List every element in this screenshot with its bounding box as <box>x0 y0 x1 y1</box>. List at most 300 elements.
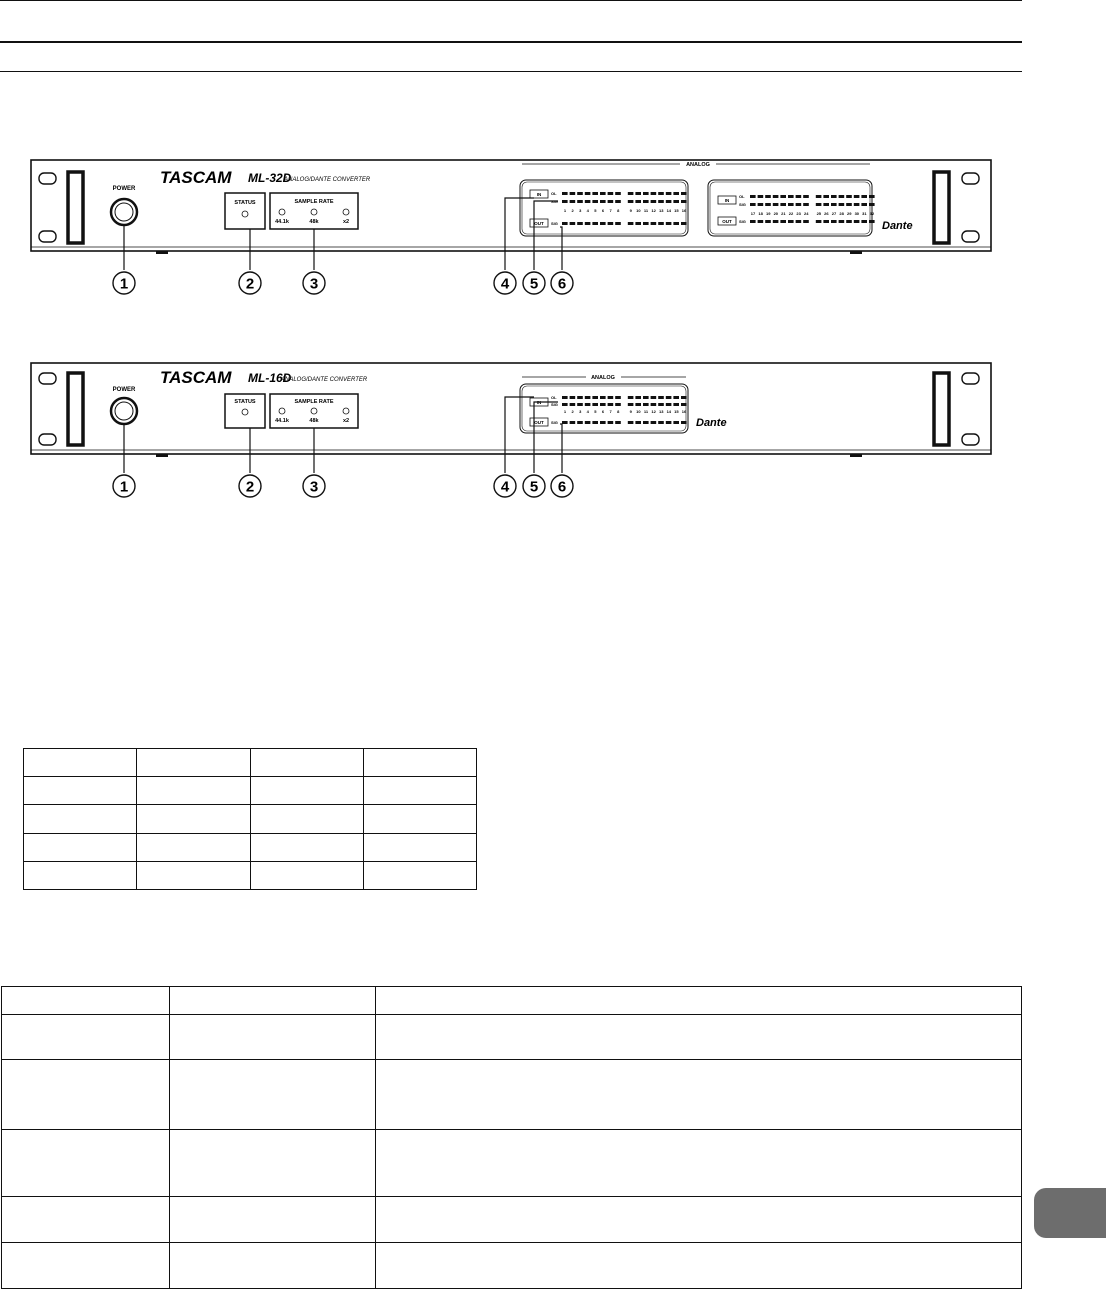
sig-label: SIG <box>739 219 746 224</box>
channel-number: 29 <box>846 211 852 216</box>
out-sig-led <box>585 222 591 225</box>
ml32d-front-panel-diagram <box>30 155 992 300</box>
channel-number: 1 <box>563 208 567 213</box>
table-row <box>24 749 477 777</box>
ol-led <box>592 396 598 399</box>
channel-number: 2 <box>571 409 574 414</box>
channel-number: 9 <box>629 208 632 213</box>
rack-hole <box>39 173 56 184</box>
in-label: IN <box>724 198 730 203</box>
out-sig-led <box>681 421 687 424</box>
channel-number: 11 <box>643 409 649 414</box>
callout-4: 4 <box>500 275 510 293</box>
out-sig-led <box>788 220 794 223</box>
channel-number: 20 <box>773 211 779 216</box>
out-sig-led <box>577 421 583 424</box>
channel-number: 11 <box>643 208 649 213</box>
table-cell <box>250 749 363 777</box>
channel-number: 16 <box>681 208 687 213</box>
channel-number: 26 <box>824 211 829 216</box>
sig-led <box>658 403 664 406</box>
out-sig-led <box>861 220 867 223</box>
sig-led <box>585 200 591 203</box>
dante-logo: Dante <box>696 417 727 429</box>
ol-led <box>839 195 845 198</box>
out-sig-led <box>577 222 583 225</box>
out-sig-led <box>831 220 837 223</box>
model-name: ML-16D <box>248 371 292 385</box>
out-sig-led <box>666 222 672 225</box>
out-sig-led <box>643 222 649 225</box>
sig-led <box>666 403 672 406</box>
channel-number: 8 <box>617 208 620 213</box>
ol-led <box>673 192 679 195</box>
sig-led <box>651 403 657 406</box>
channel-number: 7 <box>609 208 612 213</box>
ol-led <box>643 396 649 399</box>
ol-led <box>780 195 786 198</box>
ol-led <box>773 195 779 198</box>
table-row <box>24 777 477 805</box>
table-cell <box>137 805 250 833</box>
channel-number: 5 <box>594 409 597 414</box>
ol-led <box>750 195 756 198</box>
out-sig-led <box>635 421 641 424</box>
rate-label: x2 <box>342 418 350 424</box>
out-sig-led <box>869 220 875 223</box>
out-sig-led <box>562 421 568 424</box>
out-sig-led <box>846 220 852 223</box>
sig-led <box>823 203 829 206</box>
ol-led <box>585 192 591 195</box>
sig-led <box>758 203 764 206</box>
sig-led <box>658 200 664 203</box>
out-sig-led <box>773 220 779 223</box>
sig-led <box>635 403 641 406</box>
out-sig-led <box>628 421 634 424</box>
sig-led <box>681 403 687 406</box>
sig-led <box>643 403 649 406</box>
table-cell <box>363 833 476 861</box>
sig-led <box>562 403 568 406</box>
sig-led <box>831 203 837 206</box>
channel-number: 6 <box>601 208 605 213</box>
channel-number: 13 <box>658 208 664 213</box>
rate-led <box>343 408 349 414</box>
sig-led <box>628 200 634 203</box>
ol-led <box>577 192 583 195</box>
out-sig-led <box>651 421 657 424</box>
table-cell <box>137 833 250 861</box>
table-cell <box>137 861 250 889</box>
channel-number: 17 <box>750 211 756 216</box>
channel-number: 32 <box>869 211 875 216</box>
out-sig-led <box>658 421 664 424</box>
ol-led <box>615 396 621 399</box>
channel-number: 16 <box>681 409 687 414</box>
sig-label: SIG <box>551 402 558 407</box>
callout-2: 2 <box>245 275 255 293</box>
rate-label: 48k <box>309 418 319 424</box>
ol-led <box>673 396 679 399</box>
ol-led <box>666 396 672 399</box>
analog-meter-bank-17-32 <box>708 180 872 236</box>
channel-number: 7 <box>609 409 612 414</box>
chapter-tab <box>1034 1188 1106 1238</box>
out-sig-led <box>854 220 860 223</box>
out-label: OUT <box>534 420 544 425</box>
sig-led <box>600 200 606 203</box>
table-row <box>2 1130 1022 1197</box>
out-sig-led <box>673 421 679 424</box>
sig-led <box>592 403 598 406</box>
sig-led <box>666 200 672 203</box>
ol-led <box>570 192 576 195</box>
ol-led <box>600 192 606 195</box>
channel-number: 3 <box>579 208 582 213</box>
sig-label: SIG <box>551 221 558 226</box>
header-thick-rule <box>0 41 1022 43</box>
ol-led <box>658 396 664 399</box>
channel-number: 3 <box>579 409 582 414</box>
channel-number: 24 <box>803 211 809 216</box>
sig-led <box>673 200 679 203</box>
ol-led <box>823 195 829 198</box>
sig-label: SIG <box>551 199 558 204</box>
ol-led <box>681 396 687 399</box>
ol-led <box>816 195 822 198</box>
analog-label: ANALOG <box>591 375 615 381</box>
rate-led <box>343 209 349 215</box>
ol-led <box>796 195 802 198</box>
channel-number: 1 <box>563 409 567 414</box>
callout-6: 6 <box>557 478 567 496</box>
in-label: IN <box>536 400 542 405</box>
sig-led <box>635 200 641 203</box>
out-sig-led <box>651 222 657 225</box>
out-sig-led <box>592 222 598 225</box>
out-sig-led <box>658 222 664 225</box>
channel-number: 18 <box>758 211 763 216</box>
small-table <box>23 748 477 890</box>
ol-led <box>854 195 860 198</box>
out-sig-led <box>615 222 621 225</box>
sig-label: SIG <box>739 202 746 207</box>
sig-led <box>765 203 771 206</box>
sig-led <box>570 403 576 406</box>
rate-led <box>279 408 285 414</box>
out-sig-led <box>600 222 606 225</box>
channel-number: 14 <box>666 409 672 414</box>
rate-label: x2 <box>342 219 350 225</box>
channel-number: 30 <box>854 211 860 216</box>
table-cell <box>250 777 363 805</box>
ol-led <box>643 192 649 195</box>
ol-led <box>562 396 568 399</box>
ol-led <box>585 396 591 399</box>
led-meters <box>530 190 875 227</box>
sig-led <box>628 403 634 406</box>
brand-logo: TASCAM <box>160 368 232 387</box>
rack-handle <box>68 373 83 445</box>
sig-led <box>673 403 679 406</box>
sig-led <box>615 403 621 406</box>
model-subtitle: ANALOG/DANTE CONVERTER <box>281 377 368 383</box>
ol-led <box>577 396 583 399</box>
brand-logo: TASCAM <box>160 168 232 187</box>
table-cell <box>363 861 476 889</box>
led-meters <box>530 395 687 426</box>
channel-number: 10 <box>636 409 641 414</box>
sig-led <box>681 200 687 203</box>
table-cell <box>24 861 137 889</box>
power-label: POWER <box>112 387 136 393</box>
ol-label: OL <box>739 194 745 199</box>
table-cell <box>24 749 137 777</box>
table-cell <box>363 749 476 777</box>
callout-6: 6 <box>557 275 567 293</box>
out-sig-led <box>758 220 764 223</box>
callout-5: 5 <box>529 478 539 496</box>
ol-led <box>628 192 634 195</box>
rack-hole <box>962 373 979 384</box>
rack-hole <box>39 231 56 242</box>
sig-led <box>861 203 867 206</box>
ol-led <box>681 192 687 195</box>
status-led <box>242 211 248 217</box>
sig-label: SIG <box>551 420 558 425</box>
ol-led <box>592 192 598 195</box>
table-row <box>2 1015 1022 1060</box>
channel-number: 28 <box>839 211 844 216</box>
rate-label: 44.1k <box>275 219 289 225</box>
channel-number: 2 <box>571 208 574 213</box>
channel-number: 8 <box>617 409 620 414</box>
out-sig-led <box>570 222 576 225</box>
sig-led <box>577 403 583 406</box>
ol-led <box>600 396 606 399</box>
rack-hole <box>39 434 56 445</box>
ol-label: OL <box>551 191 557 196</box>
table-row <box>2 1060 1022 1130</box>
sig-led <box>651 200 657 203</box>
sig-led <box>600 403 606 406</box>
out-sig-led <box>570 421 576 424</box>
out-sig-led <box>796 220 802 223</box>
power-label: POWER <box>112 186 136 192</box>
ol-led <box>788 195 794 198</box>
rack-handle <box>68 172 83 243</box>
out-sig-led <box>839 220 845 223</box>
rack-hole <box>962 434 979 445</box>
out-sig-led <box>608 222 614 225</box>
rate-led <box>311 408 317 414</box>
ol-led <box>846 195 852 198</box>
out-sig-led <box>643 421 649 424</box>
ol-led <box>608 192 614 195</box>
ol-led <box>635 192 641 195</box>
model-subtitle: ANALOG/DANTE CONVERTER <box>284 177 371 183</box>
table-cell <box>250 833 363 861</box>
out-sig-led <box>803 220 809 223</box>
rack-handle <box>934 373 949 445</box>
ol-led <box>758 195 764 198</box>
status-led <box>242 409 248 415</box>
table-row <box>2 1243 1022 1289</box>
out-sig-led <box>608 421 614 424</box>
rate-led <box>279 209 285 215</box>
out-sig-led <box>673 222 679 225</box>
ol-led <box>635 396 641 399</box>
sig-led <box>608 403 614 406</box>
rack-hole <box>962 173 979 184</box>
rate-led <box>311 209 317 215</box>
channel-number: 12 <box>651 208 656 213</box>
ol-led <box>803 195 809 198</box>
channel-number: 4 <box>586 208 589 213</box>
ol-led <box>608 396 614 399</box>
large-table <box>1 986 1022 1289</box>
out-sig-led <box>562 222 568 225</box>
status-label: STATUS <box>234 200 256 206</box>
out-sig-led <box>615 421 621 424</box>
out-label: OUT <box>534 221 544 226</box>
sig-led <box>570 200 576 203</box>
table-cell <box>250 805 363 833</box>
table-row <box>24 805 477 833</box>
table-cell <box>363 805 476 833</box>
callout-1: 1 <box>119 275 129 293</box>
sample-rate-label: SAMPLE RATE <box>294 199 334 205</box>
ol-led <box>570 396 576 399</box>
sig-led <box>643 200 649 203</box>
sig-led <box>788 203 794 206</box>
table-row <box>2 987 1022 1015</box>
callout-5: 5 <box>529 275 539 293</box>
sample-rate-label: SAMPLE RATE <box>294 399 334 405</box>
sig-led <box>608 200 614 203</box>
channel-number: 6 <box>601 409 605 414</box>
sig-led <box>615 200 621 203</box>
model-name: ML-32D <box>248 171 292 185</box>
channel-number: 23 <box>796 211 801 216</box>
table-cell <box>24 777 137 805</box>
callout-2: 2 <box>245 478 255 496</box>
rate-label: 44.1k <box>275 418 289 424</box>
out-sig-led <box>780 220 786 223</box>
ol-led <box>869 195 875 198</box>
sig-led <box>796 203 802 206</box>
channel-number: 22 <box>788 211 794 216</box>
sig-led <box>869 203 875 206</box>
header-top-rule <box>0 0 1022 1</box>
out-sig-led <box>750 220 756 223</box>
sig-led <box>816 203 822 206</box>
out-sig-led <box>592 421 598 424</box>
ml16d-front-panel-diagram <box>30 358 992 503</box>
rack-handle <box>934 172 949 243</box>
ol-led <box>666 192 672 195</box>
sig-led <box>846 203 852 206</box>
out-sig-led <box>635 222 641 225</box>
channel-number: 21 <box>781 211 786 216</box>
table-row <box>24 861 477 889</box>
ol-led <box>562 192 568 195</box>
channel-number: 15 <box>674 409 679 414</box>
out-sig-led <box>585 421 591 424</box>
out-sig-led <box>816 220 822 223</box>
out-sig-led <box>765 220 771 223</box>
table-cell <box>24 833 137 861</box>
sig-led <box>577 200 583 203</box>
rack-hole <box>962 231 979 242</box>
header-thin-rule <box>0 71 1022 72</box>
channel-number: 19 <box>765 211 771 216</box>
channel-number: 14 <box>666 208 672 213</box>
channel-number: 27 <box>831 211 837 216</box>
table-cell <box>137 749 250 777</box>
sig-led <box>750 203 756 206</box>
analog-label: ANALOG <box>686 162 710 168</box>
channel-number: 4 <box>586 409 589 414</box>
rate-label: 48k <box>309 219 319 225</box>
out-sig-led <box>600 421 606 424</box>
ol-led <box>765 195 771 198</box>
dante-logo: Dante <box>882 220 913 232</box>
ol-led <box>861 195 867 198</box>
table-row <box>24 833 477 861</box>
out-sig-led <box>628 222 634 225</box>
out-sig-led <box>681 222 687 225</box>
ol-label: OL <box>551 395 557 400</box>
table-cell <box>137 777 250 805</box>
status-label: STATUS <box>234 399 256 405</box>
callout-1: 1 <box>119 478 129 496</box>
callout-3: 3 <box>309 275 319 293</box>
channel-number: 10 <box>636 208 641 213</box>
rack-hole <box>39 373 56 384</box>
sig-led <box>585 403 591 406</box>
channel-number: 13 <box>658 409 664 414</box>
out-sig-led <box>666 421 672 424</box>
channel-number: 15 <box>674 208 679 213</box>
sig-led <box>780 203 786 206</box>
ol-led <box>615 192 621 195</box>
sig-led <box>803 203 809 206</box>
sig-led <box>592 200 598 203</box>
table-cell <box>24 805 137 833</box>
table-cell <box>363 777 476 805</box>
sig-led <box>562 200 568 203</box>
table-cell <box>250 861 363 889</box>
table-row <box>2 1197 1022 1243</box>
ol-led <box>658 192 664 195</box>
in-label: IN <box>536 192 542 197</box>
sig-led <box>854 203 860 206</box>
callout-3: 3 <box>309 478 319 496</box>
sig-led <box>839 203 845 206</box>
ol-led <box>831 195 837 198</box>
out-sig-led <box>823 220 829 223</box>
channel-number: 9 <box>629 409 632 414</box>
ol-led <box>651 192 657 195</box>
channel-number: 12 <box>651 409 656 414</box>
sig-led <box>773 203 779 206</box>
ol-led <box>628 396 634 399</box>
channel-number: 5 <box>594 208 597 213</box>
channel-number: 25 <box>816 211 822 216</box>
callout-4: 4 <box>500 478 510 496</box>
